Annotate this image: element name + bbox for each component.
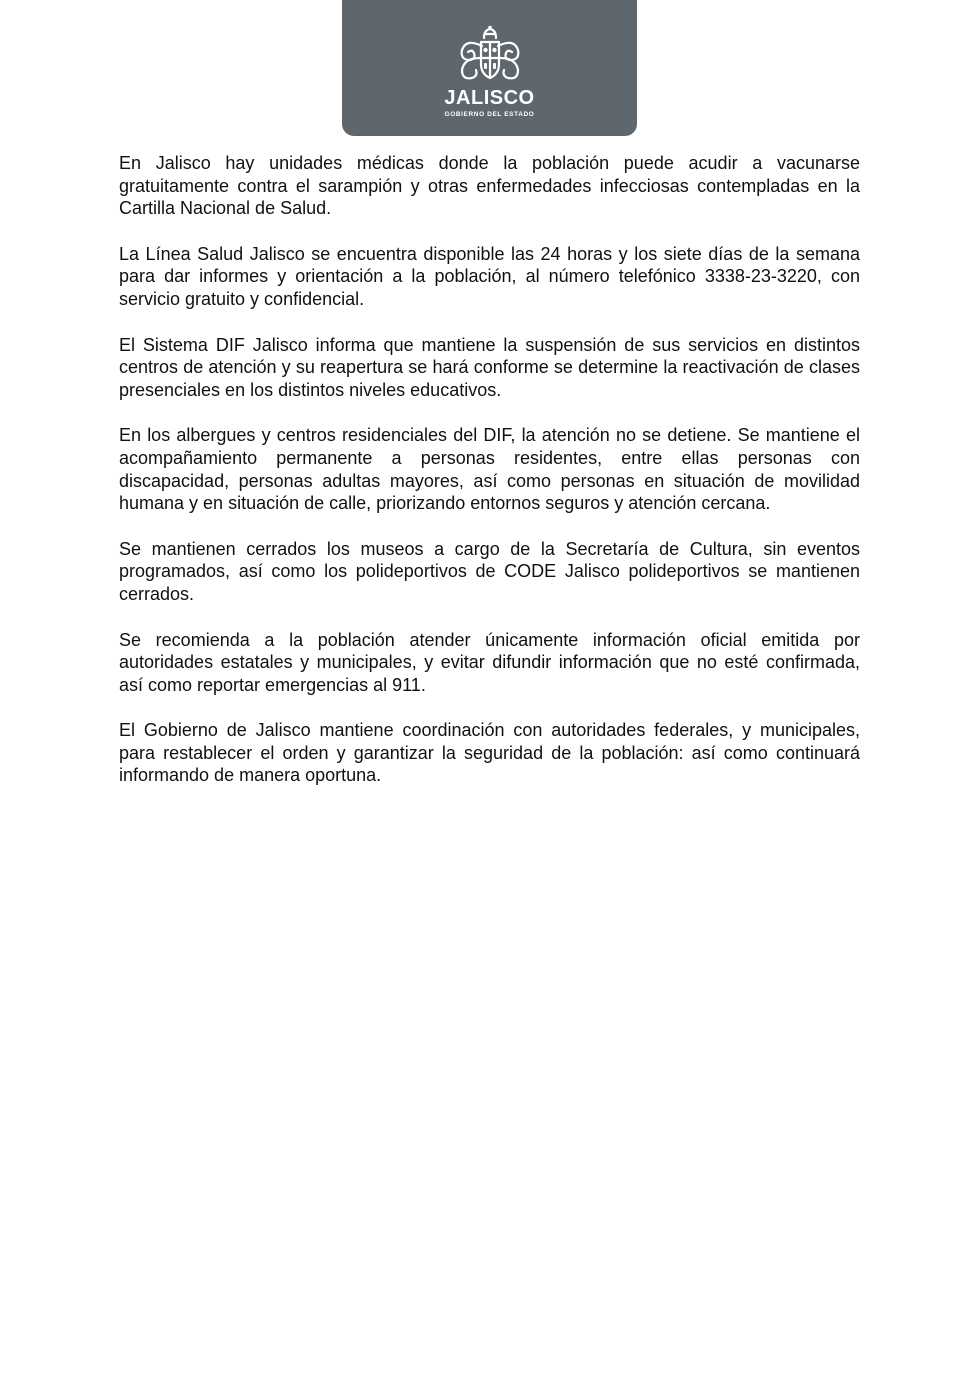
logo-wordmark: JALISCO [444, 87, 535, 109]
press-release-body [119, 152, 860, 810]
paragraph-official-info: Se recomienda a la población atender únicamente información oficial emitida por autoridades estatales y municipales, y evitar difundir información que no esté confirmada, así como reportar emergencias al 911. [119, 629, 860, 695]
paragraph-museums: Se mantienen cerrados los museos a cargo de la Secretaría de Cultura, sin eventos programados, así como los polideportivos de CODE Jalisco polideportivos se mantienen cerrados. [119, 538, 860, 604]
jalisco-coat-of-arms-icon [452, 24, 528, 88]
paragraph-dif-services: El Sistema DIF Jalisco informa que mantiene la suspensión de sus servicios en distintos centros de atención y su reapertura se hará conforme se determine la reactivación de clases presenciales en los distintos niveles educativos. [119, 334, 860, 400]
paragraph-health-line: La Línea Salud Jalisco se encuentra disponible las 24 horas y los siete días de la semana para dar informes y orientación a la población, al número telefónico 3338-23-3220, con servicio gratuito y confidencial. [119, 243, 860, 309]
paragraph-shelters: En los albergues y centros residenciales del DIF, la atención no se detiene. Se mantiene el acompañamiento permanente a personas residentes, entre ellas personas con discapacidad, personas adultas mayores, así como personas en situación de movilidad humana y en situación de calle, priorizando entornos seguros y atención cercana. [119, 425, 860, 514]
paragraph-vaccination: En Jalisco hay unidades médicas donde la población puede acudir a vacunarse gratuitamente contra el sarampión y otras enfermedades infecciosas contempladas en la Cartilla Nacional de Salud. [119, 153, 860, 219]
paragraph-coordination: El Gobierno de Jalisco mantiene coordinación con autoridades federales, y municipales, para restablecer el orden y garantizar la seguridad de la población: así como continuará informando de manera oportuna. [119, 720, 860, 786]
logo-subtitle: GOBIERNO DEL ESTADO [444, 111, 535, 118]
